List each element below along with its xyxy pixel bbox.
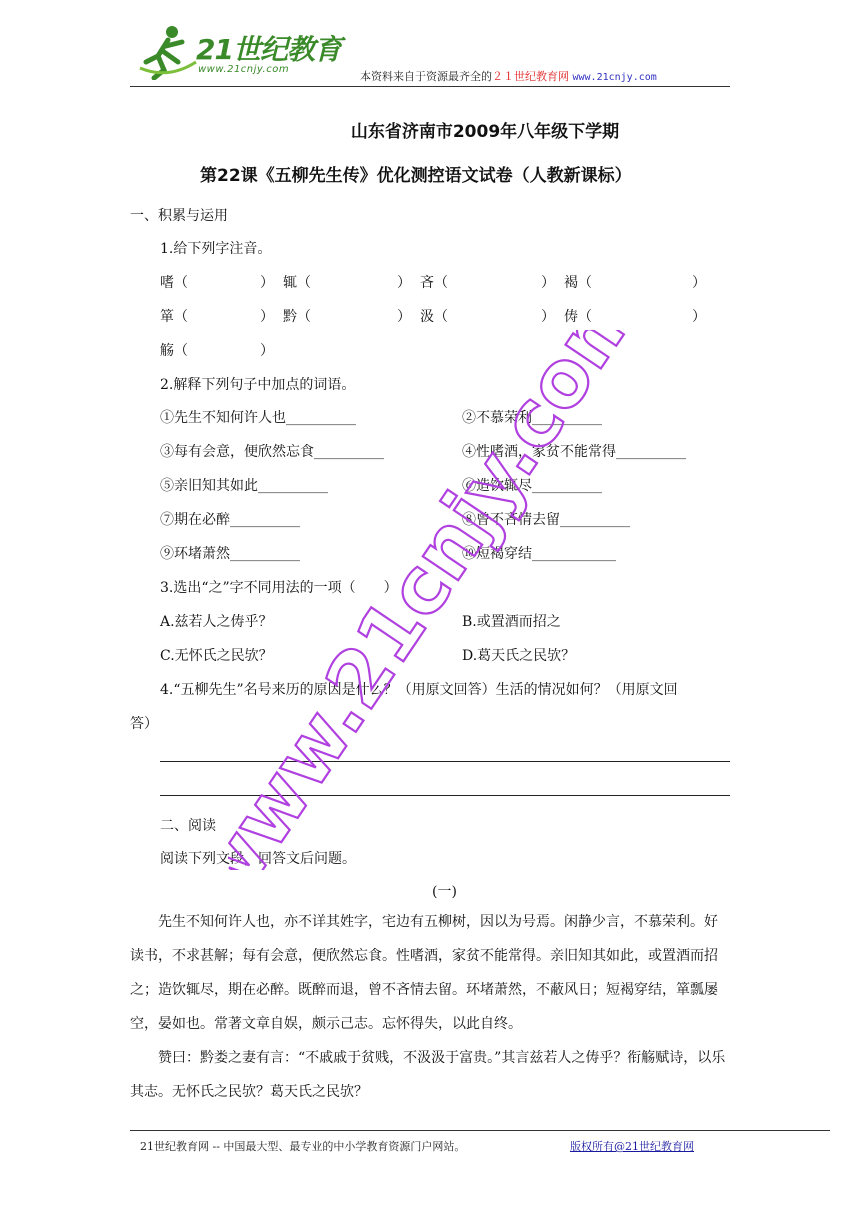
q2-item: ⑥造饮辄尽__________ xyxy=(462,478,602,494)
q3-option-a: A.兹若人之俦乎？ xyxy=(160,614,273,630)
pinyin-cell: ） xyxy=(541,309,555,325)
passage-part-label: (一) xyxy=(432,884,457,900)
q2-prompt: 2.解释下列句子中加点的词语。 xyxy=(160,377,356,393)
site-logo xyxy=(138,22,341,82)
q2-item: ②不慕荣利__________ xyxy=(462,410,602,426)
pinyin-cell: 黔（ xyxy=(283,309,311,325)
pinyin-cell: ） xyxy=(260,275,274,291)
q2-item: ①先生不知何许人也__________ xyxy=(160,410,356,426)
q4-prompt: 4.“五柳先生”名号来历的原因是什么？（用原文回答）生活的情况如何？（用原文回 xyxy=(160,682,678,698)
pinyin-cell: 汲（ xyxy=(420,309,448,325)
page-subtitle: 第22课《五柳先生传》优化测控语文试卷（人教新课标） xyxy=(200,166,632,186)
pinyin-cell: 觞（ xyxy=(160,343,188,359)
pinyin-cell: ） xyxy=(692,309,706,325)
q3-option-d: D.葛天氏之民欤？ xyxy=(462,648,576,664)
q2-item: ④性嗜酒，家贫不能常得__________ xyxy=(462,444,686,460)
footer-divider xyxy=(130,1130,830,1131)
logo-url: www.21cnjy.com xyxy=(198,64,290,75)
q2-item: ⑧曾不吝情去留__________ xyxy=(462,512,630,528)
footer-text: 21世纪教育网 -- 中国最大型、最专业的中小学教育资源门户网站。 xyxy=(140,1140,466,1153)
q4-prompt-cont: 答） xyxy=(130,716,158,732)
q2-item: ⑤亲旧知其如此__________ xyxy=(160,478,328,494)
section1-heading: 一、积累与运用 xyxy=(130,208,228,224)
page-title: 山东省济南市2009年八年级下学期 xyxy=(350,122,620,142)
passage-paragraph-2: 赞曰：黔娄之妻有言：“不戚戚于贫贱，不汲汲于富贵。”其言兹若人之俦乎？衔觞赋诗，以乐其志。无怀氏之民欤？葛天氏之民欤？ xyxy=(130,1050,726,1100)
pinyin-cell: 吝（ xyxy=(420,275,448,291)
pinyin-cell: ） xyxy=(541,275,555,291)
section2-instruction: 阅读下列文段，回答文后问题。 xyxy=(160,851,356,867)
pinyin-cell: ） xyxy=(692,275,706,291)
header-notice xyxy=(360,68,657,84)
notice-site[interactable]: ２１世纪教育网 xyxy=(492,70,569,83)
section2-heading: 二、阅读 xyxy=(160,818,216,834)
watermark xyxy=(228,330,648,870)
passage-paragraph-1: 先生不知何许人也，亦不详其姓字，宅边有五柳树，因以为号焉。闲静少言，不慕荣利。好读书，不求甚解；每有会意，便欣然忘食。性嗜酒，家贫不能常得。亲旧知其如此，或置酒而招之；造饮辄尽，期在必醉。既醉而退，曾不吝情去留。环堵萧然，不蔽风日；短褐穿结，箪瓢屡空，晏如也。常著文章自娱，颇示己志。忘怀得失，以此自终。 xyxy=(130,914,718,1032)
notice-prefix: 本资料来自于资源最齐全的 xyxy=(360,70,492,83)
q3-option-b: B.或置酒而招之 xyxy=(462,614,561,630)
logo-text: 21世纪教育 xyxy=(196,33,341,66)
q2-item: ⑦期在必醉__________ xyxy=(160,512,300,528)
q3-prompt: 3.选出“之”字不同用法的一项（ ） xyxy=(160,580,398,596)
pinyin-cell: 辄（ xyxy=(283,275,311,291)
pinyin-cell: ） xyxy=(260,343,274,359)
q2-item: ③每有会意，便欣然忘食__________ xyxy=(160,444,384,460)
pinyin-cell: 俦（ xyxy=(564,309,592,325)
q2-item: ⑩短褐穿结____________ xyxy=(462,546,616,562)
pinyin-cell: 箪（ xyxy=(160,309,188,325)
notice-url[interactable]: www.21cnjy.com xyxy=(572,72,657,83)
header-divider xyxy=(130,86,730,87)
pinyin-cell: ） xyxy=(397,275,411,291)
pinyin-cell: 嗜（ xyxy=(160,275,188,291)
runner-icon xyxy=(138,22,198,80)
q2-item: ⑨环堵萧然__________ xyxy=(160,546,300,562)
watermark-text: www.21cnjy.com xyxy=(228,330,648,870)
pinyin-cell: 褐（ xyxy=(564,275,592,291)
q1-prompt: 1.给下列字注音。 xyxy=(160,241,272,257)
q3-option-c: C.无怀氏之民欤？ xyxy=(160,648,273,664)
pinyin-cell: ） xyxy=(260,309,274,325)
pinyin-cell: ） xyxy=(397,309,411,325)
watermark-graphic xyxy=(228,330,648,870)
footer-copyright-link[interactable]: 版权所有@21世纪教育网 xyxy=(570,1140,694,1153)
